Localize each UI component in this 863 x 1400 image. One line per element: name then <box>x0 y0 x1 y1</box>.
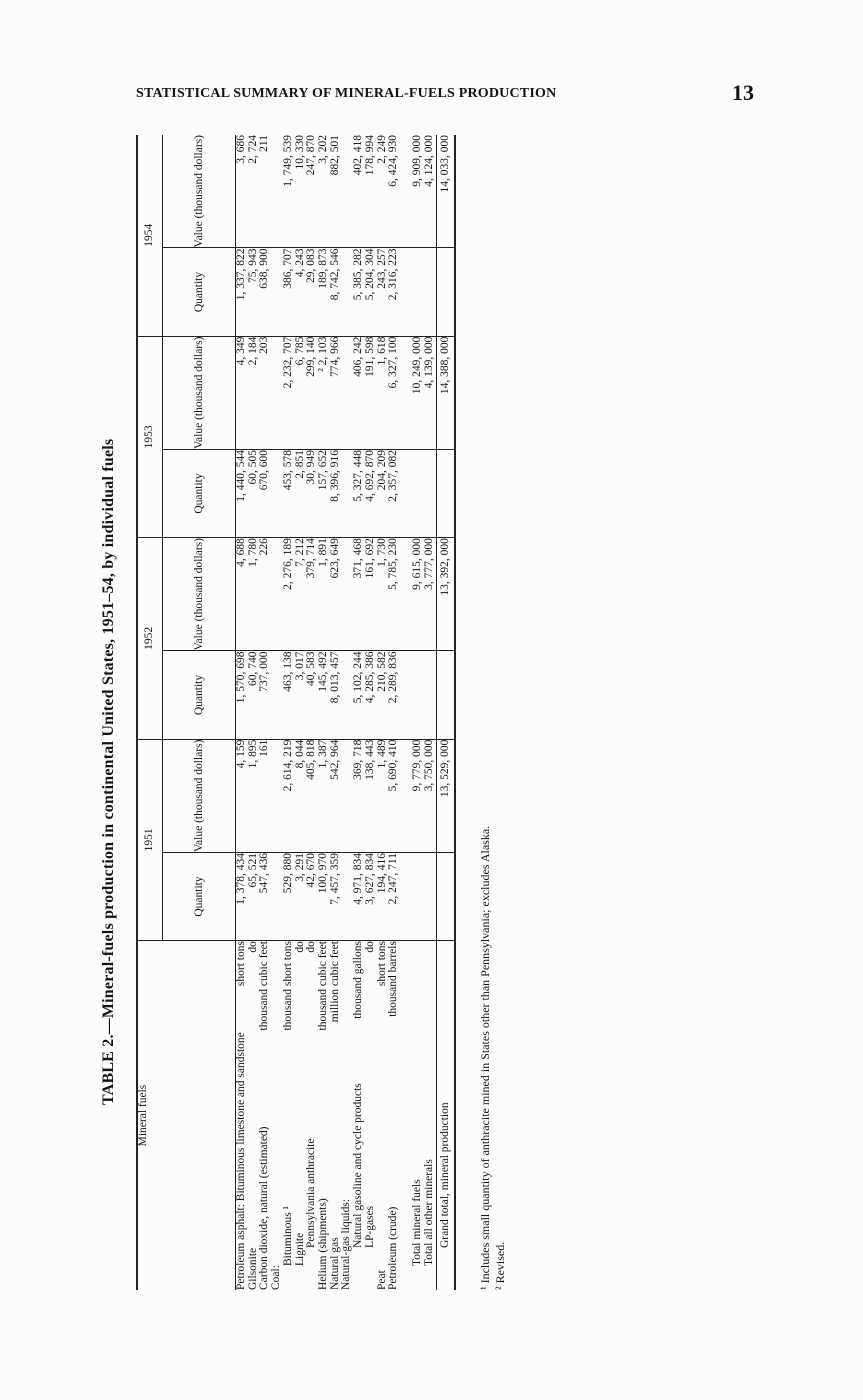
value-cell: 405, 818 <box>306 739 318 852</box>
row-unit: thousand cubic feet <box>258 941 271 1031</box>
quantity-cell: 8, 396, 916 <box>330 449 342 537</box>
quantity-cell <box>412 248 424 336</box>
row-label: Natural-gas liquids: <box>340 1198 353 1290</box>
quantity-cell: 8, 742, 546 <box>330 248 342 336</box>
quantity-cell: 2, 316, 223 <box>388 248 400 336</box>
value-cell: 1, 730 <box>377 538 389 651</box>
quantity-cell: 5, 385, 282 <box>353 248 365 336</box>
value-cell: 4, 124, 000 <box>424 135 436 248</box>
value-cell: 1, 618 <box>377 336 389 449</box>
quantity-cell <box>412 651 424 739</box>
quantity-cell: 100, 970 <box>318 852 330 940</box>
value-cell: 1, 780 <box>248 538 260 651</box>
value-cell: 13, 392, 000 <box>436 538 455 651</box>
value-cell: 10, 330 <box>295 135 307 248</box>
value-cell: 8, 044 <box>295 739 307 852</box>
quantity-cell: 547, 436 <box>259 852 271 940</box>
row-unit: do <box>246 941 259 953</box>
value-cell: 6, 424, 930 <box>388 135 400 248</box>
value-cell: 1, 891 <box>318 538 330 651</box>
value-cell: 211 <box>259 135 271 248</box>
total-label: Total all other minerals <box>422 1159 435 1266</box>
row-label: Coal: <box>270 1265 283 1290</box>
quantity-cell: 30, 949 <box>306 449 318 537</box>
quantity-cell: 2, 357, 082 <box>388 449 400 537</box>
row-unit: thousand barrels <box>387 941 400 1017</box>
value-cell: 371, 468 <box>353 538 365 651</box>
rotated-table-block <box>80 90 550 1400</box>
value-cell: 3, 777, 000 <box>424 538 436 651</box>
value-cell: 9, 615, 000 <box>412 538 424 651</box>
total-row <box>412 135 424 1290</box>
value-cell: 1, 749, 539 <box>283 135 295 248</box>
total-row <box>424 135 436 1290</box>
year-header: 1952 <box>137 538 163 740</box>
value-cell: 14, 033, 000 <box>436 135 455 248</box>
row-label: Natural gasoline and cycle products <box>352 1083 365 1248</box>
value-cell: 247, 870 <box>306 135 318 248</box>
row-label: Petroleum asphalt: Bituminous limestone and sandstone <box>235 1032 247 1290</box>
footnote: ¹ Includes small quantity of anthracite mined in States other than Pennsylvania; excludes Alaska. <box>478 825 492 1290</box>
quantity-cell <box>424 852 436 940</box>
value-cell: 226 <box>259 538 271 651</box>
quantity-cell: 60, 740 <box>248 651 260 739</box>
table-row <box>283 135 295 1290</box>
row-label: LP-gases <box>363 1205 376 1248</box>
footnotes <box>478 826 508 1290</box>
quantity-cell: 189, 873 <box>318 248 330 336</box>
table-row <box>353 135 365 1290</box>
quantity-cell: 4, 243 <box>295 248 307 336</box>
row-unit: short tons <box>235 941 247 987</box>
quantity-cell: 75, 943 <box>248 248 260 336</box>
value-cell: 5, 785, 230 <box>388 538 400 651</box>
year-header: 1954 <box>137 135 163 336</box>
value-cell: 161, 692 <box>365 538 377 651</box>
quantity-cell: 3, 291 <box>295 852 307 940</box>
value-cell: 138, 443 <box>365 739 377 852</box>
value-cell: 2, 249 <box>377 135 389 248</box>
quantity-cell: 194, 416 <box>377 852 389 940</box>
year-header: 1953 <box>137 336 163 538</box>
quantity-cell: 1, 440, 544 <box>236 449 248 537</box>
value-cell: 10, 249, 000 <box>412 336 424 449</box>
quantity-cell: 670, 600 <box>259 449 271 537</box>
row-label-cell <box>259 941 271 1290</box>
value-header: Value (thousand dollars) <box>163 739 236 852</box>
row-unit: thousand cubic feet <box>317 941 330 1031</box>
stub-header: Mineral fuels <box>137 941 236 1290</box>
quantity-cell: 5, 327, 448 <box>353 449 365 537</box>
table-row <box>259 135 271 1290</box>
row-label: Helium (shipments) <box>317 1198 330 1290</box>
value-cell: 1, 387 <box>318 739 330 852</box>
quantity-cell: 4, 971, 834 <box>353 852 365 940</box>
quantity-header: Quantity <box>163 449 236 537</box>
table-row <box>248 135 260 1290</box>
quantity-cell <box>436 651 455 739</box>
row-unit: thousand gallons <box>352 941 365 1019</box>
value-cell: 882, 501 <box>330 135 342 248</box>
table-row <box>330 135 342 1290</box>
row-unit: million cubic feet <box>328 941 341 1023</box>
quantity-cell <box>412 449 424 537</box>
running-title: STATISTICAL SUMMARY OF MINERAL-FUELS PRODUCTION <box>136 86 557 101</box>
quantity-cell: 463, 138 <box>283 651 295 739</box>
grand-total-row <box>436 135 455 1290</box>
row-unit: do <box>305 941 318 953</box>
quantity-cell: 8, 013, 457 <box>330 651 342 739</box>
quantity-cell: 29, 083 <box>306 248 318 336</box>
value-cell: ² 2, 103 <box>318 336 330 449</box>
value-cell: 4, 139, 000 <box>424 336 436 449</box>
year-header: 1951 <box>137 739 163 941</box>
quantity-cell <box>412 852 424 940</box>
value-cell: 4, 159 <box>236 739 248 852</box>
row-label: Pennsylvania anthracite <box>305 1138 318 1248</box>
value-cell: 9, 779, 000 <box>412 739 424 852</box>
table-row <box>318 135 330 1290</box>
quantity-cell <box>436 248 455 336</box>
value-cell: 2, 232, 707 <box>283 336 295 449</box>
quantity-cell: 145, 492 <box>318 651 330 739</box>
value-cell: 774, 966 <box>330 336 342 449</box>
quantity-cell: 7, 457, 359 <box>330 852 342 940</box>
total-label: Total mineral fuels <box>411 1179 424 1266</box>
value-cell: 379, 714 <box>306 538 318 651</box>
quantity-cell: 529, 880 <box>283 852 295 940</box>
value-cell: 14, 388, 000 <box>436 336 455 449</box>
quantity-cell: 1, 378, 434 <box>236 852 248 940</box>
quantity-cell <box>436 449 455 537</box>
value-cell: 7, 212 <box>295 538 307 651</box>
quantity-cell: 65, 521 <box>248 852 260 940</box>
row-unit: short tons <box>375 941 388 987</box>
value-cell: 2, 184 <box>248 336 260 449</box>
value-cell: 2, 614, 219 <box>283 739 295 852</box>
value-cell: 369, 718 <box>353 739 365 852</box>
quantity-cell: 3, 627, 834 <box>365 852 377 940</box>
row-label: Bituminous ¹ <box>281 1206 294 1266</box>
row-unit: do <box>293 941 306 953</box>
row-unit: do <box>363 941 376 953</box>
quantity-cell: 5, 204, 304 <box>365 248 377 336</box>
table-row <box>388 135 400 1290</box>
quantity-cell: 5, 102, 244 <box>353 651 365 739</box>
value-cell: 4, 349 <box>236 336 248 449</box>
value-cell: 402, 418 <box>353 135 365 248</box>
quantity-header: Quantity <box>163 651 236 739</box>
value-cell: 4, 688 <box>236 538 248 651</box>
value-header: Value (thousand dollars) <box>163 336 236 449</box>
value-header: Value (thousand dollars) <box>163 135 236 248</box>
row-label: Petroleum (crude) <box>387 1206 400 1290</box>
value-cell: 191, 598 <box>365 336 377 449</box>
value-cell: 6, 327, 100 <box>388 336 400 449</box>
mineral-fuels-table <box>136 135 456 1290</box>
quantity-cell: 2, 247, 711 <box>388 852 400 940</box>
row-unit: thousand short tons <box>281 941 294 1031</box>
quantity-cell <box>424 248 436 336</box>
grand-total-label: Grand total, mineral production <box>436 941 455 1290</box>
quantity-cell: 3, 017 <box>295 651 307 739</box>
quantity-cell: 2, 289, 836 <box>388 651 400 739</box>
quantity-cell: 453, 578 <box>283 449 295 537</box>
quantity-cell: 638, 900 <box>259 248 271 336</box>
value-cell: 2, 724 <box>248 135 260 248</box>
value-cell: 6, 785 <box>295 336 307 449</box>
value-cell: 3, 686 <box>236 135 248 248</box>
table-row <box>295 135 307 1290</box>
quantity-cell: 386, 707 <box>283 248 295 336</box>
value-cell: 623, 649 <box>330 538 342 651</box>
quantity-cell: 737, 000 <box>259 651 271 739</box>
quantity-header: Quantity <box>163 248 236 336</box>
footnote: ² Revised. <box>493 1241 507 1290</box>
value-cell: 1, 489 <box>377 739 389 852</box>
table-body <box>236 135 456 1290</box>
value-cell: 542, 964 <box>330 739 342 852</box>
quantity-cell: 210, 582 <box>377 651 389 739</box>
quantity-cell <box>424 651 436 739</box>
quantity-cell: 157, 652 <box>318 449 330 537</box>
row-label-cell <box>365 941 377 1290</box>
table-row <box>377 135 389 1290</box>
page-number: 13 <box>732 80 754 105</box>
quantity-cell <box>424 449 436 537</box>
quantity-cell: 4, 692, 870 <box>365 449 377 537</box>
table-row <box>365 135 377 1290</box>
row-label-cell <box>236 941 248 1290</box>
quantity-cell: 243, 257 <box>377 248 389 336</box>
value-cell: 3, 202 <box>318 135 330 248</box>
row-label: Peat <box>375 1270 388 1290</box>
quantity-cell <box>436 852 455 940</box>
row-label: Lignite <box>293 1232 306 1266</box>
value-cell: 1, 895 <box>248 739 260 852</box>
quantity-cell: 204, 209 <box>377 449 389 537</box>
quantity-cell: 40, 583 <box>306 651 318 739</box>
quantity-header: Quantity <box>163 852 236 940</box>
value-cell: 13, 529, 000 <box>436 739 455 852</box>
value-cell: 9, 909, 000 <box>412 135 424 248</box>
value-cell: 2, 276, 189 <box>283 538 295 651</box>
row-label: Natural gas <box>328 1237 341 1290</box>
value-cell: 178, 994 <box>365 135 377 248</box>
value-cell: 161 <box>259 739 271 852</box>
value-cell: 3, 750, 000 <box>424 739 436 852</box>
table-caption: TABLE 2.—Mineral-fuels production in continental United States, 1951–54, by individual fuels <box>100 438 117 1105</box>
value-cell: 203 <box>259 336 271 449</box>
row-label: Carbon dioxide, natural (estimated) <box>258 1126 271 1290</box>
table-row <box>306 135 318 1290</box>
value-cell: 5, 690, 410 <box>388 739 400 852</box>
quantity-cell: 1, 570, 698 <box>236 651 248 739</box>
row-label-cell <box>388 941 400 1290</box>
value-header: Value (thousand dollars) <box>163 538 236 651</box>
table-row <box>236 135 248 1290</box>
quantity-cell: 1, 337, 822 <box>236 248 248 336</box>
table-row <box>271 135 283 1290</box>
quantity-cell: 4, 285, 386 <box>365 651 377 739</box>
quantity-cell: 42, 670 <box>306 852 318 940</box>
row-label: Gilsonite <box>246 1247 259 1290</box>
value-cell: 299, 140 <box>306 336 318 449</box>
quantity-cell: 60, 505 <box>248 449 260 537</box>
quantity-cell: 2, 851 <box>295 449 307 537</box>
value-cell: 406, 242 <box>353 336 365 449</box>
